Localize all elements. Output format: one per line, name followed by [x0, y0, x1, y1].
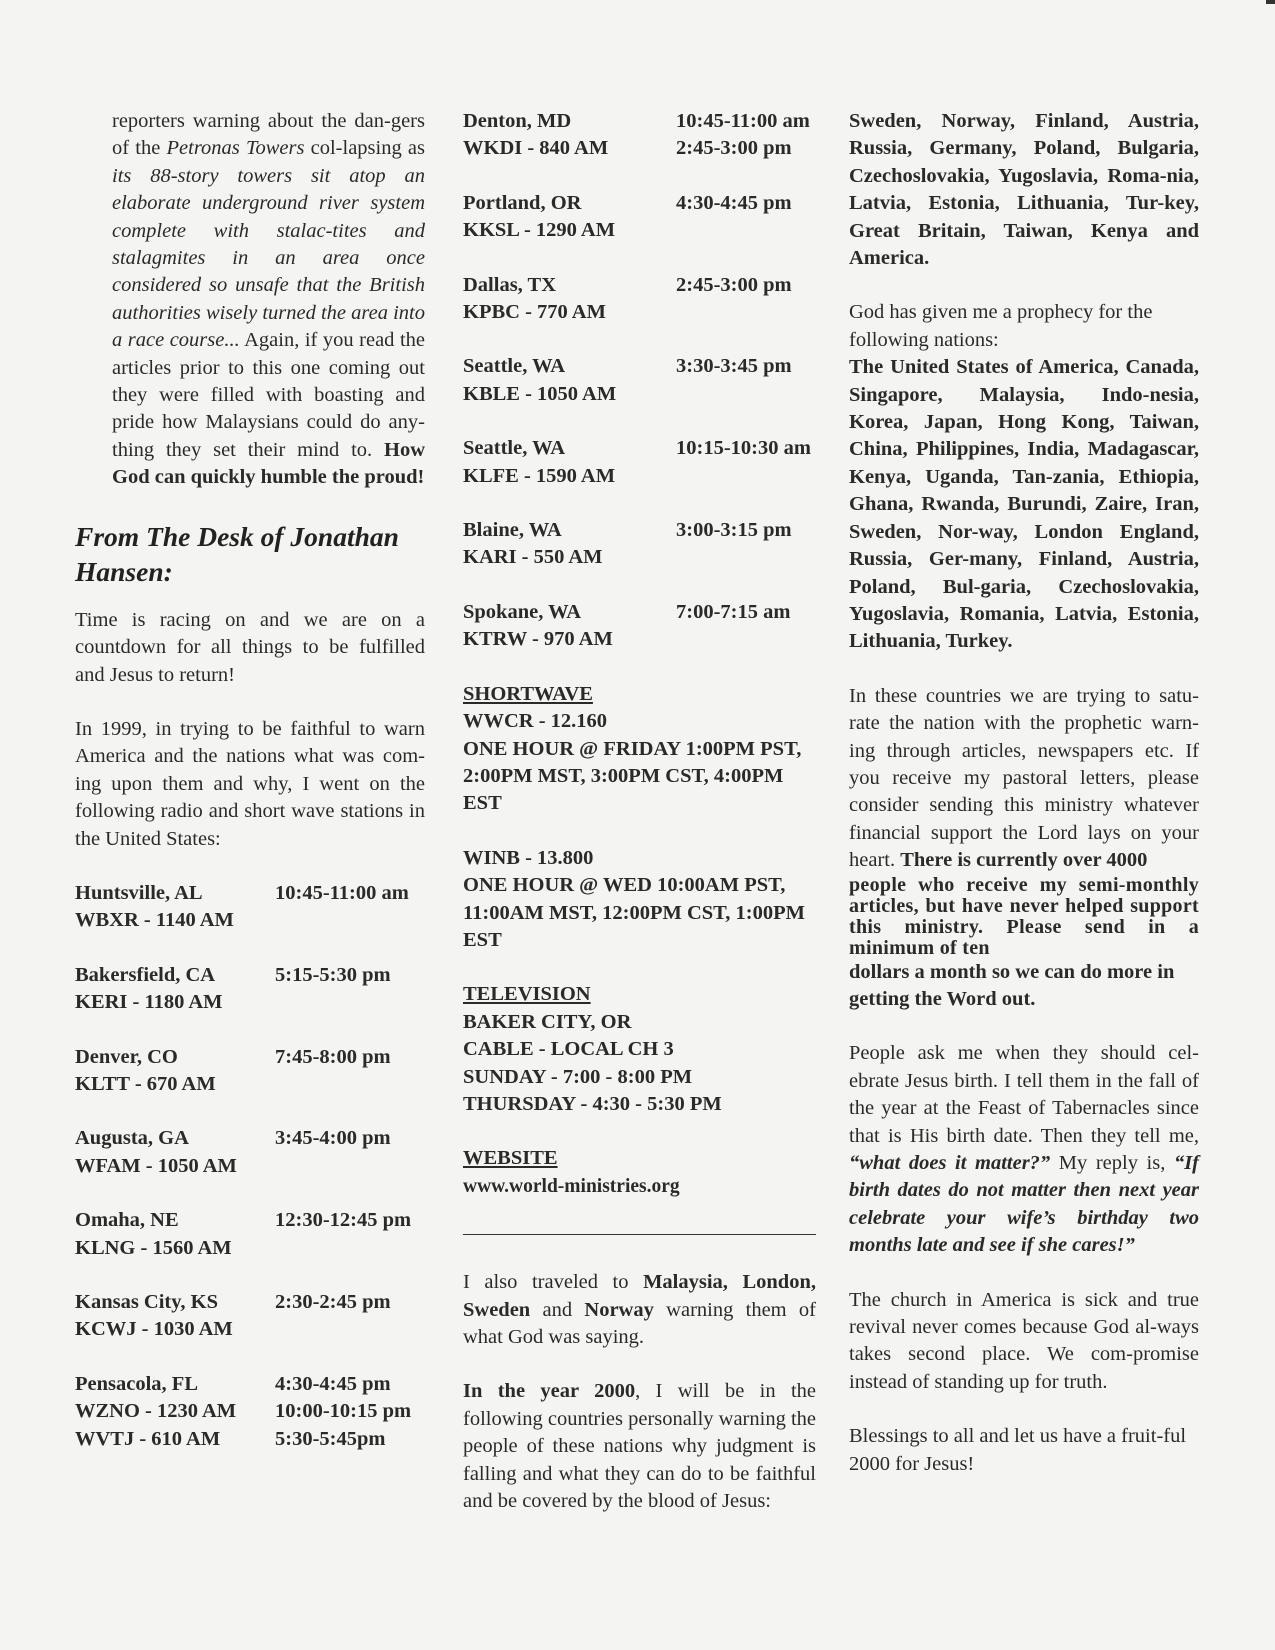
- text-run: col-lapsing as: [304, 137, 425, 160]
- station-entry: [463, 435, 816, 490]
- station-entry: [463, 272, 816, 327]
- station-line: [75, 907, 425, 934]
- station-call: WZNO - 1230 AM: [75, 1400, 237, 1423]
- station-call: KKSL - 1290 AM: [463, 219, 616, 242]
- birth-paragraph: [849, 1040, 1199, 1259]
- station-city: Bakersfield, CA: [75, 963, 216, 986]
- station-line: [463, 299, 816, 326]
- station-line: [75, 962, 425, 989]
- station-line: [75, 1153, 425, 1180]
- travel-paragraph: [463, 1269, 816, 1351]
- text-run: “If birth dates do not matter then next year celebrate your wife’s birthday two months late and see if she cares!”: [849, 1152, 1199, 1257]
- year-2000-paragraph: [463, 1378, 816, 1515]
- station-entry: [75, 1125, 425, 1180]
- text-run: In the year 2000: [463, 1380, 636, 1403]
- station-time: 3:30-3:45 pm: [676, 355, 792, 378]
- station-line: [463, 435, 816, 462]
- shortwave-line: ONE HOUR @ WED 10:00AM PST, 11:00AM MST, 12:00PM CST, 1:00PM EST: [463, 874, 806, 951]
- station-time: 5:15-5:30 pm: [275, 963, 391, 986]
- saturate-text: [849, 683, 1199, 875]
- station-time: 4:30-4:45 pm: [676, 191, 792, 214]
- text-run: Petronas Towers: [166, 137, 305, 160]
- station-time: 12:30-12:45 pm: [275, 1209, 412, 1232]
- station-entry: [75, 1044, 425, 1099]
- station-line: [75, 1207, 425, 1234]
- text-run: Norway: [584, 1298, 654, 1321]
- saturate-text-main: In these countries we are trying to satu-rate the nation with the prophetic warn-ing through articles, newspapers etc. If you receive my pastoral letters, please consider sending this ministry whatever financial support the Lord lays on your heart.: [849, 684, 1199, 872]
- shortwave-heading: SHORTWAVE: [463, 682, 593, 705]
- shortwave-line: WWCR - 12.160: [463, 710, 608, 733]
- intro-paragraph: [112, 108, 425, 492]
- text-run: “what does it matter?”: [849, 1152, 1051, 1174]
- station-time: 4:30-4:45 pm: [275, 1372, 391, 1395]
- church-paragraph: The church in America is sick and true revival never comes because God al-ways takes second place. We com-promise instead of standing up for truth.: [849, 1288, 1199, 1393]
- station-time: 2:45-3:00 pm: [676, 137, 792, 160]
- station-call: KTRW - 970 AM: [463, 628, 613, 651]
- station-call: WVTJ - 610 AM: [75, 1427, 221, 1450]
- countdown-paragraph: Time is racing on and we are on a countdown for all things to be fulfilled and Jesus to return!: [75, 608, 425, 686]
- station-entry: [75, 1207, 425, 1262]
- station-entry: [463, 517, 816, 572]
- text-run: I also traveled to: [463, 1271, 644, 1294]
- station-line: [75, 1235, 425, 1262]
- station-time: 7:00-7:15 am: [676, 600, 791, 623]
- year-1999-paragraph: In 1999, in trying to be faithful to warn America and the nations what was com-ing upon them and why, I went on the following radio and short wave stations in the United States:: [75, 717, 425, 850]
- station-time: 3:45-4:00 pm: [275, 1127, 391, 1150]
- station-line: [75, 880, 425, 907]
- shortwave-line: WINB - 13.800: [463, 846, 594, 869]
- station-line: [463, 353, 816, 380]
- station-line: [463, 135, 816, 162]
- station-call: KLTT - 670 AM: [75, 1072, 216, 1095]
- station-time: 2:45-3:00 pm: [676, 273, 792, 296]
- television-section: [463, 981, 816, 1118]
- station-entry: [463, 190, 816, 245]
- page-corner-mark: [1266, 0, 1275, 4]
- station-line: [75, 1071, 425, 1098]
- station-line: [463, 544, 816, 571]
- station-line: [463, 599, 816, 626]
- station-city: Dallas, TX: [463, 273, 557, 296]
- station-call: KARI - 550 AM: [463, 546, 603, 569]
- station-time: 10:45-11:00 am: [676, 110, 810, 132]
- saturate-bold-1: There is currently over 4000: [900, 849, 1148, 872]
- station-call: WBXR - 1140 AM: [75, 909, 234, 932]
- section-heading: From The Desk of Jonathan Hansen:: [75, 520, 399, 587]
- station-line: [463, 463, 816, 490]
- television-line: SUNDAY - 7:00 - 8:00 PM: [463, 1065, 693, 1088]
- station-line: [75, 1289, 425, 1316]
- blessings-paragraph: Blessings to all and let us have a fruit-ful 2000 for Jesus!: [849, 1425, 1187, 1475]
- column-left: [75, 108, 425, 1480]
- station-line: [463, 217, 816, 244]
- saturate-paragraph: [849, 683, 1199, 1014]
- text-run: People ask me when they should cel-ebrate Jesus birth. I tell them in the fall of the year at the Feast of Tabernacles since that is His birth date. Then they tell me,: [849, 1042, 1199, 1147]
- station-time: 3:00-3:15 pm: [676, 519, 792, 542]
- station-call: KBLE - 1050 AM: [463, 382, 617, 405]
- shortwave-section: [463, 681, 816, 955]
- station-call: WFAM - 1050 AM: [75, 1154, 237, 1177]
- station-line: [75, 1125, 425, 1152]
- station-line: [75, 989, 425, 1016]
- station-line: [463, 381, 816, 408]
- station-line: [463, 190, 816, 217]
- television-line: THURSDAY - 4:30 - 5:30 PM: [463, 1092, 722, 1115]
- divider-rule: [463, 1234, 816, 1235]
- station-time: 2:30-2:45 pm: [275, 1291, 391, 1313]
- text-run: Malaysia, London, Sweden: [463, 1271, 816, 1321]
- station-line: [75, 1426, 425, 1453]
- station-call: KERI - 1180 AM: [75, 991, 223, 1014]
- station-entry: [75, 962, 425, 1017]
- station-time: 7:45-8:00 pm: [275, 1045, 391, 1068]
- television-heading: TELEVISION: [463, 983, 591, 1006]
- station-entry: [463, 353, 816, 408]
- website-heading: WEBSITE: [463, 1147, 558, 1170]
- station-line: [75, 1398, 425, 1425]
- saturate-bold-2: dollars a month so we can do more in getting the Word out.: [849, 960, 1175, 1010]
- nations-list: The United States of America, Canada, Singapore, Malaysia, Indo-nesia, Korea, Japan, Hong Kong, Taiwan, China, Philippines, India, Madagascar, Kenya, Uganda, Tan-zania, Ethiopia, Ghana, Rwanda, Burundi, Zaire, Iran, Sweden, Nor-way, London England, Russia, Ger-many, Finland, Austria, Poland, Bul-garia, Czechoslovakia, Yugoslavia, Romania, Latvia, Estonia, Lithuania, Turkey.: [849, 356, 1199, 653]
- station-entry: [75, 1371, 425, 1453]
- station-line: [75, 1044, 425, 1071]
- column-middle: [463, 108, 816, 1515]
- website-section: [463, 1145, 816, 1200]
- text-run: its 88-story towers sit atop an elaborate underground river system complete with stalac-tites and stalagmites in an area once considered so unsafe that the British authorities wisely turned the area into a race course...: [112, 164, 425, 352]
- station-call: WKDI - 840 AM: [463, 137, 609, 160]
- station-line: [75, 1371, 425, 1398]
- station-city: Spokane, WA: [463, 600, 582, 623]
- text-run: My reply is,: [1050, 1152, 1174, 1174]
- countries-list: Sweden, Norway, Finland, Austria, Russia, Germany, Poland, Bulgaria, Czechoslovakia, Yugoslavia, Roma-nia, Latvia, Estonia, Lithuania, Tur-key, Great Britain, Taiwan, Kenya and America.: [849, 110, 1199, 270]
- station-city: Pensacola, FL: [75, 1372, 198, 1395]
- text-run: and: [530, 1298, 585, 1321]
- station-city: Denver, CO: [75, 1045, 178, 1068]
- station-entry: [463, 599, 816, 654]
- station-city: Denton, MD: [463, 110, 572, 132]
- station-time: 10:00-10:15 pm: [275, 1400, 412, 1423]
- station-time: 5:30-5:45pm: [275, 1427, 386, 1450]
- text-run: , I will be in the following countries personally warning the people of these nations why judgment is falling and what they can do to be faithful and be covered by the blood of Jesus:: [463, 1380, 816, 1513]
- station-line: [75, 1316, 425, 1343]
- column-right: [849, 108, 1199, 1478]
- prophecy-intro: God has given me a prophecy for the following nations:: [849, 301, 1153, 351]
- station-city: Seattle, WA: [463, 437, 566, 460]
- station-entry: [75, 880, 425, 935]
- station-list-left: [75, 880, 425, 1453]
- station-line: [463, 626, 816, 653]
- text-run: Again, if you read the articles prior to this one coming out they were filled with boasting and pride how Malaysians could do any-thing they set their mind to.: [112, 329, 425, 461]
- station-city: Augusta, GA: [75, 1127, 189, 1150]
- text-run: warning them of what God was saying.: [463, 1298, 816, 1348]
- station-city: Seattle, WA: [463, 355, 566, 378]
- shortwave-line: ONE HOUR @ FRIDAY 1:00PM PST, 2:00PM MST, 3:00PM CST, 4:00PM EST: [463, 737, 802, 815]
- station-time: 10:15-10:30 am: [676, 437, 811, 460]
- station-entry: [463, 108, 816, 163]
- station-city: Blaine, WA: [463, 519, 562, 542]
- station-city: Omaha, NE: [75, 1209, 179, 1232]
- text-run: reporters warning about the dan-gers of the: [112, 110, 425, 160]
- station-call: KLNG - 1560 AM: [75, 1236, 232, 1259]
- station-time: 10:45-11:00 am: [275, 881, 409, 904]
- television-line: BAKER CITY, OR: [463, 1010, 632, 1033]
- text-run: How God can quickly humble the proud!: [112, 438, 425, 489]
- station-line: [463, 108, 816, 135]
- station-line: [463, 517, 816, 544]
- website-url[interactable]: www.world-ministries.org: [463, 1175, 680, 1197]
- station-call: KCWJ - 1030 AM: [75, 1318, 233, 1341]
- television-line: CABLE - LOCAL CH 3: [463, 1038, 674, 1061]
- station-entry: [75, 1289, 425, 1344]
- station-line: [463, 272, 816, 299]
- station-call: KPBC - 770 AM: [463, 301, 606, 324]
- station-city: Portland, OR: [463, 191, 582, 214]
- station-call: KLFE - 1590 AM: [463, 464, 616, 487]
- station-city: Huntsville, AL: [75, 881, 203, 904]
- station-city: Kansas City, KS: [75, 1291, 218, 1313]
- saturate-tight: people who receive my semi-monthly articles, but have never helped support this ministry. Please send in a minimum of ten: [849, 873, 1199, 959]
- station-list-middle: [463, 108, 816, 654]
